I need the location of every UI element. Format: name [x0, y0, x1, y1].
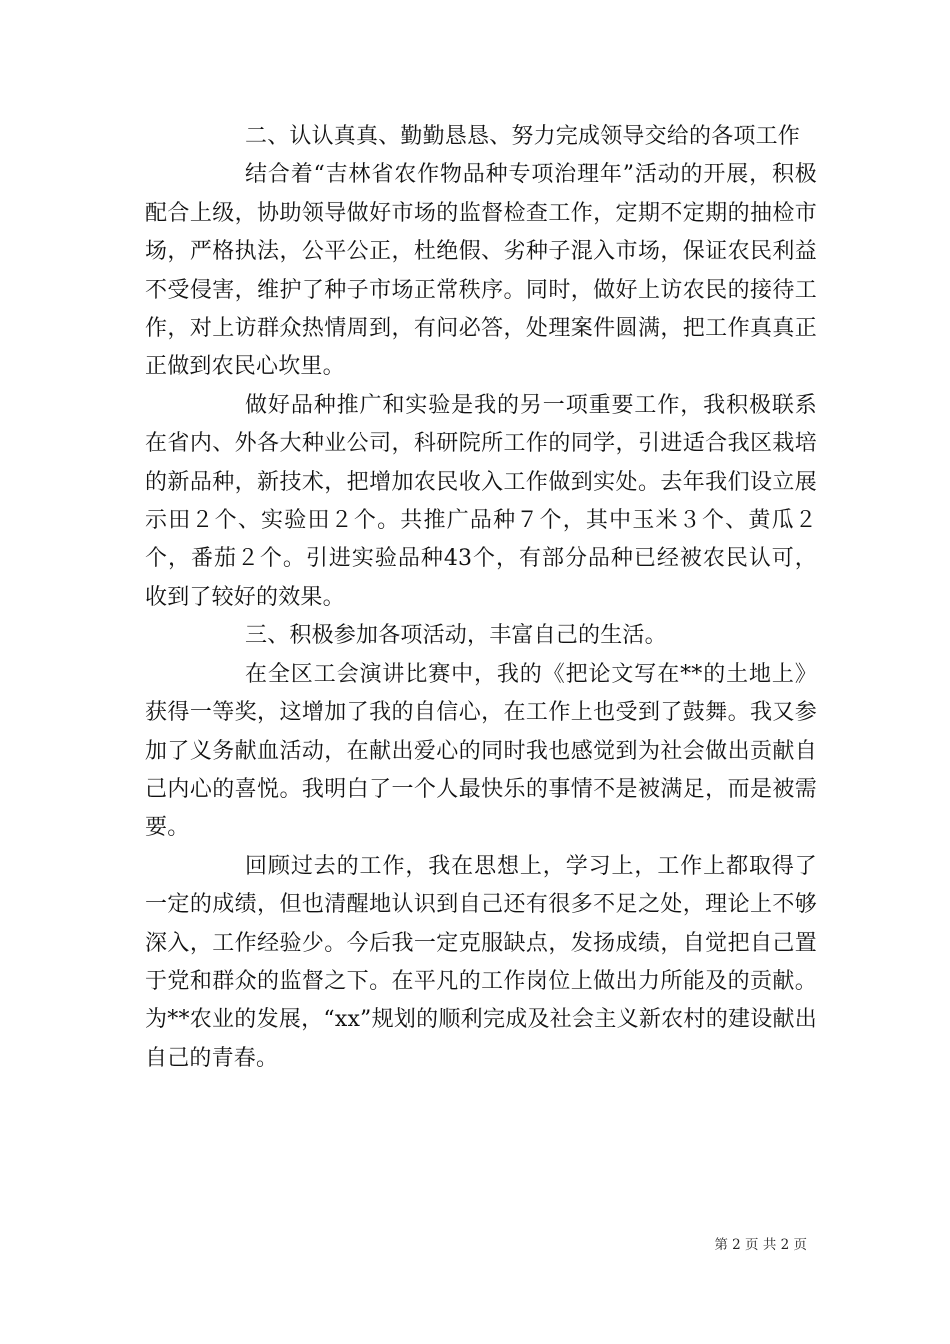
paragraph-review: 回顾过去的工作，我在思想上，学习上，工作上都取得了一定的成绩，但也清醒地认识到自己还有很多不足之处，理论上不够深入，工作经验少。今后我一定克服缺点，发扬成绩，自觉把自己置于党和群众的监督之下。在平凡的工作岗位上做出力所能及的贡献。为**农业的发展，“xx”规划的顺利完成及社会主义新农村的建设献出自己的青春。: [145, 853, 817, 1071]
paragraph-market-supervision: 结合着“吉林省农作物品种专项治理年”活动的开展，积极配合上级，协助领导做好市场的监督检查工作，定期不定期的抽检市场，严格执法，公平公正，杜绝假、劣种子混入市场，保证农民利益不受侵害，维护了种子市场正常秩序。同时，做好上访农民的接待工作，对上访群众热情周到，有问必答，处理案件圆满，把工作真真正正做到农民心坎里。: [145, 162, 817, 380]
page-number-footer: [714, 1233, 807, 1253]
section-heading-2: 二、认认真真、勤勤恳恳、努力完成领导交给的各项工作: [245, 124, 801, 149]
page-number-label: 第 2 页 共 2 页: [714, 1237, 807, 1253]
section-heading-3: 三、积极参加各项活动，丰富自己的生活。: [245, 623, 667, 649]
paragraph-activities: 在全区工会演讲比赛中，我的《把论文写在**的土地上》获得一等奖，这增加了我的自信心，在工作上也受到了鼓舞。我又参加了义务献血活动，在献出爱心的同时我也感觉到为社会做出贡献自己内心的喜悦。我明白了一个人最快乐的事情不是被满足，而是被需要。: [145, 661, 817, 841]
paragraph-variety-promotion: 做好品种推广和实验是我的另一项重要工作，我积极联系在省内、外各大种业公司，科研院所工作的同学，引进适合我区栽培的新品种，新技术，把增加农民收入工作做到实处。去年我们设立展示田２个、实验田２个。共推广品种７个，其中玉米３个、黄瓜２个，番茄２个。引进实验品种43个，有部分品种已经被农民认可，收到了较好的效果。: [145, 392, 817, 610]
document-body: [145, 118, 817, 1078]
